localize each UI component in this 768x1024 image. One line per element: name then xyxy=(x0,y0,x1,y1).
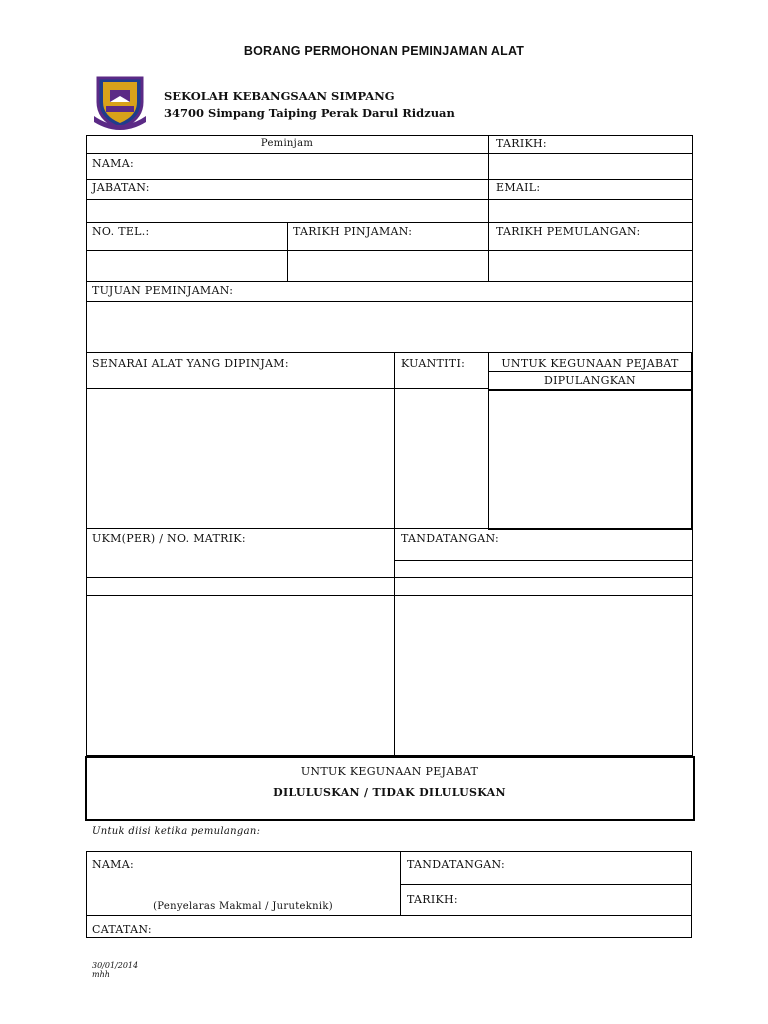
no-tel-label: NO. TEL.: xyxy=(92,225,150,238)
email-label: EMAIL: xyxy=(496,181,541,194)
footer-date: 30/01/2014 xyxy=(92,961,139,970)
tandatangan-label: TANDATANGAN: xyxy=(401,532,500,545)
dipulangkan-label: DIPULANGKAN xyxy=(544,374,636,387)
return-role-label: (Penyelaras Makmal / Juruteknik) xyxy=(153,901,333,912)
footer-initials: mhh xyxy=(92,970,110,979)
school-address: 34700 Simpang Taiping Perak Darul Ridzuan xyxy=(164,106,455,120)
senarai-alat-label: SENARAI ALAT YANG DIPINJAM: xyxy=(92,357,289,370)
return-nama-label: NAMA: xyxy=(92,858,134,871)
tarikh-label: TARIKH: xyxy=(496,137,547,150)
return-note: Untuk diisi ketika pemulangan: xyxy=(92,826,261,837)
approval-decision: DILULUSKAN / TIDAK DILULUSKAN xyxy=(273,786,506,799)
approval-office-use: UNTUK KEGUNAAN PEJABAT xyxy=(300,765,479,778)
return-tarikh-label: TARIKH: xyxy=(407,893,458,906)
tarikh-pinjaman-label: TARIKH PINJAMAN: xyxy=(293,225,413,238)
catatan-label: CATATAN: xyxy=(92,923,152,936)
office-use-label: UNTUK KEGUNAAN PEJABAT xyxy=(501,357,679,370)
ukm-matrik-label: UKM(PER) / NO. MATRIK: xyxy=(92,532,246,545)
form-title: BORANG PERMOHONAN PEMINJAMAN ALAT xyxy=(243,44,525,58)
return-tandatangan-label: TANDATANGAN: xyxy=(407,858,506,871)
borrower-header: Peminjam xyxy=(260,138,314,149)
tujuan-label: TUJUAN PEMINJAMAN: xyxy=(92,284,234,297)
school-name: SEKOLAH KEBANGSAAN SIMPANG xyxy=(164,89,395,103)
nama-label: NAMA: xyxy=(92,157,134,170)
tarikh-pemulangan-label: TARIKH PEMULANGAN: xyxy=(496,225,641,238)
kuantiti-label: KUANTITI: xyxy=(401,357,466,370)
school-crest-logo xyxy=(92,72,148,130)
jabatan-label: JABATAN: xyxy=(92,181,150,194)
